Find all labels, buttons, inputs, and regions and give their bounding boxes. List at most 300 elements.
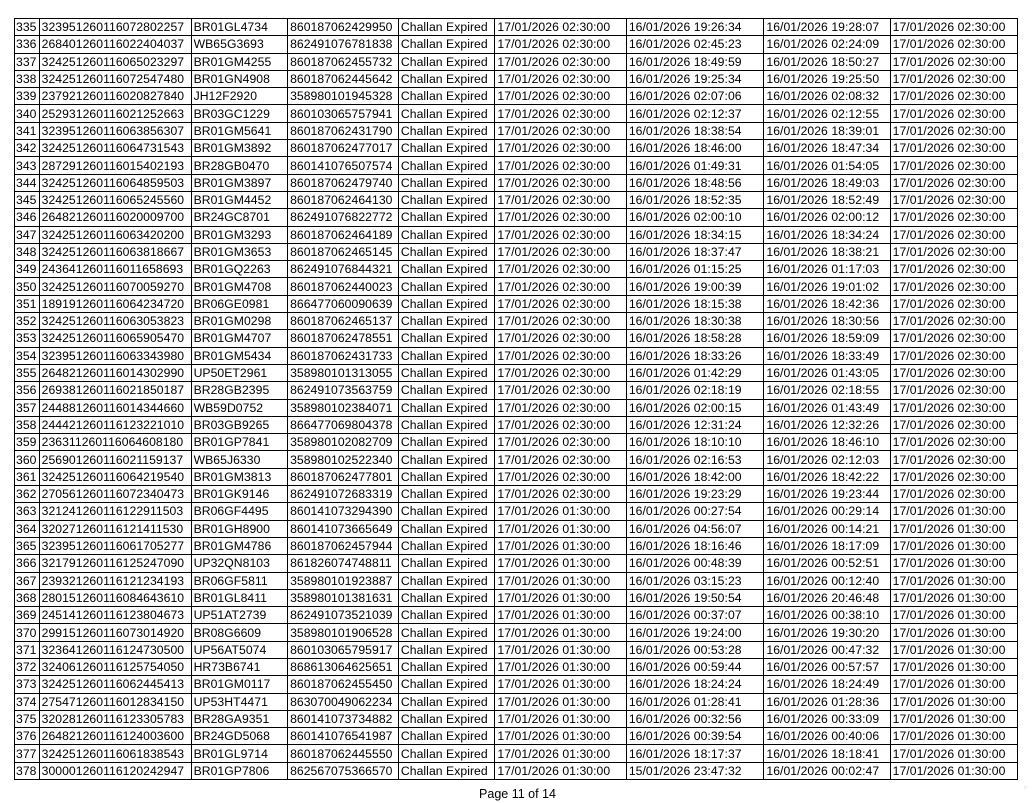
serial-no-cell: 369 — [15, 607, 40, 624]
valid-till-cell: 17/01/2026 01:30:00 — [890, 520, 1017, 537]
valid-till-cell: 17/01/2026 01:30:00 — [890, 745, 1017, 762]
valid-till-cell: 17/01/2026 01:30:00 — [890, 693, 1017, 710]
exit-time-cell: 16/01/2026 19:25:50 — [764, 70, 890, 87]
table-row — [15, 191, 1018, 208]
serial-no-cell: 371 — [15, 641, 40, 658]
valid-till-cell: 17/01/2026 02:30:00 — [890, 122, 1017, 139]
vehicle-no-cell: BR01GM4708 — [191, 278, 288, 295]
challan-no-cell: 280151260116084643610 — [39, 589, 191, 606]
challan-no-cell: 324251260116065245560 — [39, 191, 191, 208]
valid-till-cell: 17/01/2026 02:30:00 — [890, 278, 1017, 295]
entry-time-cell: 16/01/2026 18:15:38 — [626, 295, 764, 312]
challan-no-cell: 323951260116072802257 — [39, 19, 191, 36]
vehicle-no-cell: JH12F2920 — [191, 88, 288, 105]
imei-cell: 860187062464189 — [288, 226, 399, 243]
exit-time-cell: 16/01/2026 00:47:32 — [764, 641, 890, 658]
expiry-time-cell: 17/01/2026 02:30:00 — [495, 53, 626, 70]
challan-no-cell: 243641260116011658693 — [39, 261, 191, 278]
entry-time-cell: 16/01/2026 18:33:26 — [626, 347, 764, 364]
vehicle-no-cell: UP32QN8103 — [191, 555, 288, 572]
vehicle-no-cell: BR28GA9351 — [191, 710, 288, 727]
serial-no-cell: 372 — [15, 658, 40, 675]
exit-time-cell: 16/01/2026 18:38:21 — [764, 243, 890, 260]
expiry-time-cell: 17/01/2026 02:30:00 — [495, 347, 626, 364]
serial-no-cell: 373 — [15, 676, 40, 693]
entry-time-cell: 16/01/2026 19:26:34 — [626, 19, 764, 36]
expiry-time-cell: 17/01/2026 01:30:00 — [495, 589, 626, 606]
table-row — [15, 503, 1018, 520]
expiry-time-cell: 17/01/2026 02:30:00 — [495, 88, 626, 105]
expiry-time-cell: 17/01/2026 02:30:00 — [495, 416, 626, 433]
entry-time-cell: 16/01/2026 02:18:19 — [626, 382, 764, 399]
table-row — [15, 243, 1018, 260]
entry-time-cell: 16/01/2026 12:31:24 — [626, 416, 764, 433]
table-row — [15, 174, 1018, 191]
serial-no-cell: 361 — [15, 468, 40, 485]
imei-cell: 860187062479740 — [288, 174, 399, 191]
imei-cell: 358980102384071 — [288, 399, 399, 416]
table-row — [15, 520, 1018, 537]
table-row — [15, 589, 1018, 606]
valid-till-cell: 17/01/2026 02:30:00 — [890, 451, 1017, 468]
exit-time-cell: 16/01/2026 20:46:48 — [764, 589, 890, 606]
imei-cell: 862491076822772 — [288, 209, 399, 226]
challan-no-cell: 268401260116022404037 — [39, 36, 191, 53]
vehicle-no-cell: BR01GP7841 — [191, 434, 288, 451]
challan-no-cell: 236311260116064608180 — [39, 434, 191, 451]
challan-no-cell: 244421260116123221010 — [39, 416, 191, 433]
status-cell: Challan Expired — [398, 503, 495, 520]
serial-no-cell: 366 — [15, 555, 40, 572]
entry-time-cell: 16/01/2026 01:42:29 — [626, 364, 764, 381]
valid-till-cell: 17/01/2026 02:30:00 — [890, 313, 1017, 330]
exit-time-cell: 16/01/2026 12:32:26 — [764, 416, 890, 433]
imei-cell: 860187062478551 — [288, 330, 399, 347]
exit-time-cell: 16/01/2026 18:42:22 — [764, 468, 890, 485]
imei-cell: 358980101923887 — [288, 572, 399, 589]
serial-no-cell: 360 — [15, 451, 40, 468]
imei-cell: 860187062465137 — [288, 313, 399, 330]
serial-no-cell: 370 — [15, 624, 40, 641]
serial-no-cell: 347 — [15, 226, 40, 243]
valid-till-cell: 17/01/2026 02:30:00 — [890, 157, 1017, 174]
challan-no-cell: 323641260116124730500 — [39, 641, 191, 658]
imei-cell: 860187062477801 — [288, 468, 399, 485]
challan-no-cell: 239321260116121234193 — [39, 572, 191, 589]
imei-cell: 860141073665649 — [288, 520, 399, 537]
exit-time-cell: 16/01/2026 18:59:09 — [764, 330, 890, 347]
status-cell: Challan Expired — [398, 589, 495, 606]
table-row — [15, 278, 1018, 295]
entry-time-cell: 16/01/2026 02:07:06 — [626, 88, 764, 105]
imei-cell: 862491073521039 — [288, 607, 399, 624]
exit-time-cell: 16/01/2026 18:34:24 — [764, 226, 890, 243]
status-cell: Challan Expired — [398, 191, 495, 208]
challan-no-cell: 264821260116014302990 — [39, 364, 191, 381]
serial-no-cell: 336 — [15, 36, 40, 53]
entry-time-cell: 16/01/2026 00:27:54 — [626, 503, 764, 520]
exit-time-cell: 16/01/2026 18:42:36 — [764, 295, 890, 312]
status-cell: Challan Expired — [398, 486, 495, 503]
expiry-time-cell: 17/01/2026 01:30:00 — [495, 710, 626, 727]
entry-time-cell: 16/01/2026 01:15:25 — [626, 261, 764, 278]
table-row — [15, 451, 1018, 468]
vehicle-no-cell: BR08G6609 — [191, 624, 288, 641]
imei-cell: 358980102522340 — [288, 451, 399, 468]
imei-cell: 860141073294390 — [288, 503, 399, 520]
table-row — [15, 140, 1018, 157]
status-cell: Challan Expired — [398, 364, 495, 381]
status-cell: Challan Expired — [398, 693, 495, 710]
serial-no-cell: 374 — [15, 693, 40, 710]
valid-till-cell: 17/01/2026 02:30:00 — [890, 330, 1017, 347]
imei-cell: 862491073563759 — [288, 382, 399, 399]
expiry-time-cell: 17/01/2026 02:30:00 — [495, 140, 626, 157]
valid-till-cell: 17/01/2026 02:30:00 — [890, 416, 1017, 433]
entry-time-cell: 16/01/2026 00:59:44 — [626, 658, 764, 675]
page-number: Page 11 of 14 — [479, 787, 556, 801]
vehicle-no-cell: BR01GQ2263 — [191, 261, 288, 278]
serial-no-cell: 338 — [15, 70, 40, 87]
exit-time-cell: 16/01/2026 01:43:05 — [764, 364, 890, 381]
challan-no-cell: 252931260116021252663 — [39, 105, 191, 122]
expiry-time-cell: 17/01/2026 02:30:00 — [495, 243, 626, 260]
valid-till-cell: 17/01/2026 02:30:00 — [890, 347, 1017, 364]
challan-no-cell: 324251260116072547480 — [39, 70, 191, 87]
valid-till-cell: 17/01/2026 02:30:00 — [890, 140, 1017, 157]
status-cell: Challan Expired — [398, 330, 495, 347]
status-cell: Challan Expired — [398, 710, 495, 727]
vehicle-no-cell: UP50ET2961 — [191, 364, 288, 381]
status-cell: Challan Expired — [398, 762, 495, 779]
entry-time-cell: 16/01/2026 18:42:00 — [626, 468, 764, 485]
valid-till-cell: 17/01/2026 01:30:00 — [890, 728, 1017, 745]
serial-no-cell: 362 — [15, 486, 40, 503]
status-cell: Challan Expired — [398, 36, 495, 53]
table-body — [15, 19, 1018, 780]
table-row — [15, 88, 1018, 105]
status-cell: Challan Expired — [398, 434, 495, 451]
imei-cell: 866477060090639 — [288, 295, 399, 312]
exit-time-cell: 16/01/2026 18:17:09 — [764, 537, 890, 554]
vehicle-no-cell: BR06GE0981 — [191, 295, 288, 312]
valid-till-cell: 17/01/2026 01:30:00 — [890, 676, 1017, 693]
exit-time-cell: 16/01/2026 18:50:27 — [764, 53, 890, 70]
vehicle-no-cell: BR01GM3897 — [191, 174, 288, 191]
status-cell: Challan Expired — [398, 295, 495, 312]
exit-time-cell: 16/01/2026 02:12:03 — [764, 451, 890, 468]
exit-time-cell: 16/01/2026 18:49:03 — [764, 174, 890, 191]
status-cell: Challan Expired — [398, 19, 495, 36]
exit-time-cell: 16/01/2026 18:39:01 — [764, 122, 890, 139]
vehicle-no-cell: BR03GC1229 — [191, 105, 288, 122]
valid-till-cell: 17/01/2026 01:30:00 — [890, 537, 1017, 554]
status-cell: Challan Expired — [398, 88, 495, 105]
table-row — [15, 762, 1018, 779]
status-cell: Challan Expired — [398, 658, 495, 675]
challan-no-cell: 264821260116124003600 — [39, 728, 191, 745]
imei-cell: 860103065795917 — [288, 641, 399, 658]
challan-no-cell: 324251260116064859503 — [39, 174, 191, 191]
exit-time-cell: 16/01/2026 18:30:56 — [764, 313, 890, 330]
serial-no-cell: 357 — [15, 399, 40, 416]
challan-no-cell: 256901260116021159137 — [39, 451, 191, 468]
entry-time-cell: 16/01/2026 18:24:24 — [626, 676, 764, 693]
serial-no-cell: 340 — [15, 105, 40, 122]
imei-cell: 862491076781838 — [288, 36, 399, 53]
status-cell: Challan Expired — [398, 140, 495, 157]
imei-cell: 860141073734882 — [288, 710, 399, 727]
entry-time-cell: 16/01/2026 00:37:07 — [626, 607, 764, 624]
entry-time-cell: 16/01/2026 00:39:54 — [626, 728, 764, 745]
serial-no-cell: 358 — [15, 416, 40, 433]
imei-cell: 358980101945328 — [288, 88, 399, 105]
valid-till-cell: 17/01/2026 02:30:00 — [890, 88, 1017, 105]
challan-no-cell: 270561260116072340473 — [39, 486, 191, 503]
imei-cell: 860141076541987 — [288, 728, 399, 745]
valid-till-cell: 17/01/2026 02:30:00 — [890, 399, 1017, 416]
table-row — [15, 555, 1018, 572]
expiry-time-cell: 17/01/2026 02:30:00 — [495, 261, 626, 278]
status-cell: Challan Expired — [398, 399, 495, 416]
table-row — [15, 313, 1018, 330]
expiry-time-cell: 17/01/2026 01:30:00 — [495, 728, 626, 745]
expiry-time-cell: 17/01/2026 01:30:00 — [495, 555, 626, 572]
imei-cell: 860187062464130 — [288, 191, 399, 208]
valid-till-cell: 17/01/2026 01:30:00 — [890, 710, 1017, 727]
table-row — [15, 641, 1018, 658]
vehicle-no-cell: BR28GB0470 — [191, 157, 288, 174]
challan-no-cell: 324251260116065905470 — [39, 330, 191, 347]
serial-no-cell: 351 — [15, 295, 40, 312]
exit-time-cell: 16/01/2026 00:14:21 — [764, 520, 890, 537]
challan-no-cell: 245141260116123804673 — [39, 607, 191, 624]
expiry-time-cell: 17/01/2026 02:30:00 — [495, 105, 626, 122]
expiry-time-cell: 17/01/2026 02:30:00 — [495, 330, 626, 347]
expiry-time-cell: 17/01/2026 01:30:00 — [495, 693, 626, 710]
entry-time-cell: 16/01/2026 18:49:59 — [626, 53, 764, 70]
expiry-time-cell: 17/01/2026 01:30:00 — [495, 503, 626, 520]
expiry-time-cell: 17/01/2026 01:30:00 — [495, 762, 626, 779]
exit-time-cell: 16/01/2026 19:28:07 — [764, 19, 890, 36]
entry-time-cell: 16/01/2026 02:12:37 — [626, 105, 764, 122]
vehicle-no-cell: BR06GF5811 — [191, 572, 288, 589]
table-row — [15, 710, 1018, 727]
status-cell: Challan Expired — [398, 174, 495, 191]
challan-no-cell: 275471260116012834150 — [39, 693, 191, 710]
expiry-time-cell: 17/01/2026 02:30:00 — [495, 399, 626, 416]
vehicle-no-cell: BR01GM0298 — [191, 313, 288, 330]
table-row — [15, 364, 1018, 381]
valid-till-cell: 17/01/2026 01:30:00 — [890, 555, 1017, 572]
vehicle-no-cell: WB59D0752 — [191, 399, 288, 416]
imei-cell: 862491076844321 — [288, 261, 399, 278]
expiry-time-cell: 17/01/2026 02:30:00 — [495, 70, 626, 87]
entry-time-cell: 16/01/2026 00:53:28 — [626, 641, 764, 658]
expiry-time-cell: 17/01/2026 01:30:00 — [495, 520, 626, 537]
challan-no-cell: 324251260116063053823 — [39, 313, 191, 330]
entry-time-cell: 16/01/2026 01:28:41 — [626, 693, 764, 710]
vehicle-no-cell: BR01GM5434 — [191, 347, 288, 364]
exit-time-cell: 16/01/2026 19:01:02 — [764, 278, 890, 295]
entry-time-cell: 16/01/2026 19:00:39 — [626, 278, 764, 295]
status-cell: Challan Expired — [398, 226, 495, 243]
expiry-time-cell: 17/01/2026 01:30:00 — [495, 624, 626, 641]
entry-time-cell: 16/01/2026 19:25:34 — [626, 70, 764, 87]
vehicle-no-cell: BR01GM4452 — [191, 191, 288, 208]
imei-cell: 860187062429950 — [288, 19, 399, 36]
serial-no-cell: 341 — [15, 122, 40, 139]
serial-no-cell: 363 — [15, 503, 40, 520]
status-cell: Challan Expired — [398, 728, 495, 745]
exit-time-cell: 16/01/2026 02:00:12 — [764, 209, 890, 226]
status-cell: Challan Expired — [398, 313, 495, 330]
vehicle-no-cell: BR01GM0117 — [191, 676, 288, 693]
vehicle-no-cell: BR28GB2395 — [191, 382, 288, 399]
imei-cell: 860103065757941 — [288, 105, 399, 122]
serial-no-cell: 346 — [15, 209, 40, 226]
entry-time-cell: 16/01/2026 18:30:38 — [626, 313, 764, 330]
entry-time-cell: 16/01/2026 19:50:54 — [626, 589, 764, 606]
expiry-time-cell: 17/01/2026 02:30:00 — [495, 468, 626, 485]
serial-no-cell: 335 — [15, 19, 40, 36]
vehicle-no-cell: BR01GP7806 — [191, 762, 288, 779]
status-cell: Challan Expired — [398, 572, 495, 589]
challan-no-cell: 237921260116020827840 — [39, 88, 191, 105]
imei-cell: 358980101906528 — [288, 624, 399, 641]
challan-no-cell: 324251260116064219540 — [39, 468, 191, 485]
exit-time-cell: 16/01/2026 02:12:55 — [764, 105, 890, 122]
imei-cell: 868613064625651 — [288, 658, 399, 675]
status-cell: Challan Expired — [398, 520, 495, 537]
exit-time-cell: 16/01/2026 01:28:36 — [764, 693, 890, 710]
valid-till-cell: 17/01/2026 01:30:00 — [890, 607, 1017, 624]
serial-no-cell: 348 — [15, 243, 40, 260]
exit-time-cell: 16/01/2026 00:57:57 — [764, 658, 890, 675]
serial-no-cell: 345 — [15, 191, 40, 208]
status-cell: Challan Expired — [398, 537, 495, 554]
status-cell: Challan Expired — [398, 243, 495, 260]
expiry-time-cell: 17/01/2026 02:30:00 — [495, 19, 626, 36]
imei-cell: 358980101313055 — [288, 364, 399, 381]
valid-till-cell: 17/01/2026 02:30:00 — [890, 53, 1017, 70]
status-cell: Challan Expired — [398, 745, 495, 762]
challan-no-cell: 324061260116125754050 — [39, 658, 191, 675]
exit-time-cell: 16/01/2026 18:18:41 — [764, 745, 890, 762]
exit-time-cell: 16/01/2026 19:23:44 — [764, 486, 890, 503]
challan-table — [14, 18, 1018, 780]
table-row — [15, 122, 1018, 139]
vehicle-no-cell: BR03GB9265 — [191, 416, 288, 433]
expiry-time-cell: 17/01/2026 02:30:00 — [495, 295, 626, 312]
status-cell: Challan Expired — [398, 624, 495, 641]
serial-no-cell: 350 — [15, 278, 40, 295]
imei-cell: 860187062455732 — [288, 53, 399, 70]
table-row — [15, 468, 1018, 485]
challan-no-cell: 324251260116065023297 — [39, 53, 191, 70]
entry-time-cell: 16/01/2026 18:37:47 — [626, 243, 764, 260]
challan-no-cell: 320281260116123305783 — [39, 710, 191, 727]
vehicle-no-cell: BR01GH8900 — [191, 520, 288, 537]
expiry-time-cell: 17/01/2026 02:30:00 — [495, 157, 626, 174]
expiry-time-cell: 17/01/2026 02:30:00 — [495, 486, 626, 503]
entry-time-cell: 16/01/2026 18:48:56 — [626, 174, 764, 191]
exit-time-cell: 16/01/2026 18:24:49 — [764, 676, 890, 693]
table-row — [15, 728, 1018, 745]
valid-till-cell: 17/01/2026 02:30:00 — [890, 486, 1017, 503]
entry-time-cell: 16/01/2026 03:15:23 — [626, 572, 764, 589]
challan-no-cell: 321791260116125247090 — [39, 555, 191, 572]
serial-no-cell: 344 — [15, 174, 40, 191]
challan-no-cell: 323951260116063856307 — [39, 122, 191, 139]
entry-time-cell: 16/01/2026 18:46:00 — [626, 140, 764, 157]
expiry-time-cell: 17/01/2026 02:30:00 — [495, 451, 626, 468]
challan-no-cell: 300001260116120242947 — [39, 762, 191, 779]
exit-time-cell: 16/01/2026 00:33:09 — [764, 710, 890, 727]
table-row — [15, 261, 1018, 278]
imei-cell: 860187062431790 — [288, 122, 399, 139]
entry-time-cell: 16/01/2026 00:32:56 — [626, 710, 764, 727]
serial-no-cell: 355 — [15, 364, 40, 381]
exit-time-cell: 16/01/2026 00:29:14 — [764, 503, 890, 520]
vehicle-no-cell: BR01GM3892 — [191, 140, 288, 157]
challan-no-cell: 323951260116063343980 — [39, 347, 191, 364]
status-cell: Challan Expired — [398, 416, 495, 433]
expiry-time-cell: 17/01/2026 01:30:00 — [495, 676, 626, 693]
exit-time-cell: 16/01/2026 00:02:47 — [764, 762, 890, 779]
entry-time-cell: 16/01/2026 02:00:10 — [626, 209, 764, 226]
expiry-time-cell: 17/01/2026 02:30:00 — [495, 191, 626, 208]
table-row — [15, 105, 1018, 122]
status-cell: Challan Expired — [398, 641, 495, 658]
expiry-time-cell: 17/01/2026 01:30:00 — [495, 537, 626, 554]
status-cell: Challan Expired — [398, 278, 495, 295]
table-row — [15, 70, 1018, 87]
imei-cell: 358980101381631 — [288, 589, 399, 606]
imei-cell: 861826074748811 — [288, 555, 399, 572]
status-cell: Challan Expired — [398, 261, 495, 278]
expiry-time-cell: 17/01/2026 02:30:00 — [495, 313, 626, 330]
status-cell: Challan Expired — [398, 347, 495, 364]
exit-time-cell: 16/01/2026 02:18:55 — [764, 382, 890, 399]
entry-time-cell: 16/01/2026 18:38:54 — [626, 122, 764, 139]
status-cell: Challan Expired — [398, 451, 495, 468]
table-row — [15, 347, 1018, 364]
entry-time-cell: 16/01/2026 02:45:23 — [626, 36, 764, 53]
table-row — [15, 382, 1018, 399]
vehicle-no-cell: BR01GM4255 — [191, 53, 288, 70]
vehicle-no-cell: BR01GL9714 — [191, 745, 288, 762]
status-cell: Challan Expired — [398, 70, 495, 87]
table-row — [15, 36, 1018, 53]
valid-till-cell: 17/01/2026 02:30:00 — [890, 226, 1017, 243]
challan-no-cell: 287291260116015402193 — [39, 157, 191, 174]
valid-till-cell: 17/01/2026 02:30:00 — [890, 434, 1017, 451]
expiry-time-cell: 17/01/2026 02:30:00 — [495, 174, 626, 191]
challan-no-cell: 324251260116061838543 — [39, 745, 191, 762]
valid-till-cell: 17/01/2026 02:30:00 — [890, 364, 1017, 381]
challan-no-cell: 320271260116121411530 — [39, 520, 191, 537]
challan-no-cell: 323951260116061705277 — [39, 537, 191, 554]
exit-time-cell: 16/01/2026 00:52:51 — [764, 555, 890, 572]
challan-no-cell: 321241260116122911503 — [39, 503, 191, 520]
table-row — [15, 607, 1018, 624]
exit-time-cell: 16/01/2026 19:30:20 — [764, 624, 890, 641]
vehicle-no-cell: BR01GM4786 — [191, 537, 288, 554]
entry-time-cell: 16/01/2026 04:56:07 — [626, 520, 764, 537]
valid-till-cell: 17/01/2026 01:30:00 — [890, 658, 1017, 675]
table-row — [15, 745, 1018, 762]
